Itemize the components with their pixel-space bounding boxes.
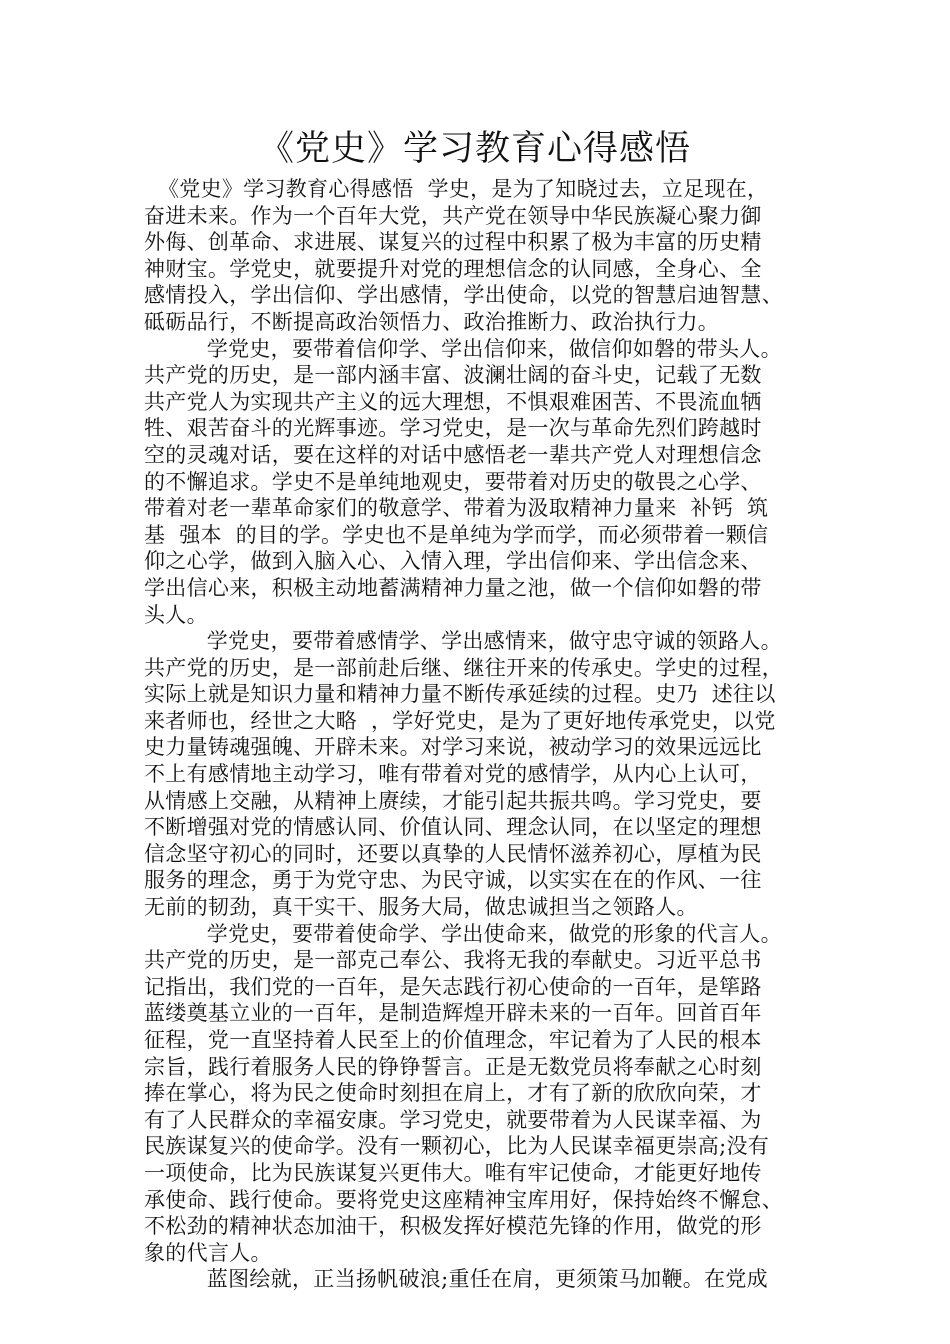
body-line: 捧在掌心，将为民之使命时刻担在肩上，才有了新的欣欣向荣，才: [144, 1081, 762, 1106]
body-line: 史力量铸魂强魄、开辟未来。对学习来说，被动学习的效果远远比: [144, 735, 762, 760]
body-line: 蓝缕奠基立业的一百年，是制造辉煌开辟未来的一百年。回首百年: [144, 1001, 762, 1026]
body-line: 象的代言人。: [144, 1240, 272, 1265]
body-line: 共产党的历史，是一部前赴后继、继往开来的传承史。学史的过程，: [144, 655, 783, 680]
body-line: 头人。: [144, 602, 208, 627]
body-line: 共产党的历史，是一部克己奉公、我将无我的奉献史。习近平总书: [144, 948, 762, 973]
body-line: 有了人民群众的幸福安康。学习党史，就要带着为人民谋幸福、为: [144, 1107, 762, 1132]
body-line: 不上有感情地主动学习，唯有带着对党的感情学，从内心上认可，: [144, 762, 762, 787]
body-line: 记指出，我们党的一百年，是矢志践行初心使命的一百年，是筚路: [144, 974, 762, 999]
body-line: 共产党人为实现共产主义的远大理想，不惧艰难困苦、不畏流血牺: [144, 389, 762, 414]
body-line: 带着对老一辈革命家们的敬意学、带着为汲取精神力量来 补钙 筑: [144, 496, 769, 521]
body-line: 承使命、践行使命。要将党史这座精神宝库用好，保持始终不懈怠、: [144, 1187, 783, 1212]
document-body: [144, 176, 824, 1293]
body-line: 空的灵魂对话，要在这样的对话中感悟老一辈共产党人对理想信念: [144, 442, 762, 467]
body-line: 感情投入，学出信仰、学出感情，学出使命，以党的智慧启迪智慧、: [144, 283, 783, 308]
body-line: 一项使命，比为民族谋复兴更伟大。唯有牢记使命，才能更好地传: [144, 1160, 762, 1185]
body-line: 的不懈追求。学史不是单纯地观史，要带着对历史的敬畏之心学、: [144, 469, 762, 494]
document-title: 《党史》学习教育心得感悟: [258, 129, 691, 169]
body-line: 信念坚守初心的同时，还要以真挚的人民情怀滋养初心，厚植为民: [144, 841, 762, 866]
body-line: 来者师也，经世之大略 ，学好党史，是为了更好地传承党史，以党: [144, 708, 776, 733]
body-line: 牲、艰苦奋斗的光辉事迹。学习党史，是一次与革命先烈们跨越时: [144, 416, 762, 441]
body-line: 从情感上交融，从精神上赓续，才能引起共振共鸣。学习党史，要: [144, 788, 762, 813]
body-line: 服务的理念，勇于为党守忠、为民守诚，以实实在在的作风、一往: [144, 868, 762, 893]
body-line: 学党史，要带着感情学、学出感情来，做守忠守诚的领路人。: [144, 629, 782, 654]
body-line: 实际上就是知识力量和精神力量不断传承延续的过程。史乃 述往以: [144, 682, 776, 707]
body-line: 蓝图绘就，正当扬帆破浪;重任在肩，更须策马加鞭。在党成: [144, 1267, 768, 1292]
body-line: 无前的韧劲，真干实干、服务大局，做忠诚担当之领路人。: [144, 895, 698, 920]
body-line: 神财宝。学党史，就要提升对党的理想信念的认同感，全身心、全: [144, 256, 762, 281]
body-line: 仰之心学，做到入脑入心、入情入理，学出信仰来、学出信念来、: [144, 549, 762, 574]
body-line: 《党史》学习教育心得感悟 学史，是为了知晓过去，立足现在，: [144, 177, 769, 201]
body-line: 不断增强对党的情感认同、价值认同、理念认同，在以坚定的理想: [144, 815, 762, 840]
body-line: 基 强本 的目的学。学史也不是单纯为学而学，而必须带着一颗信: [144, 522, 769, 547]
body-line: 奋进未来。作为一个百年大党，共产党在领导中华民族凝心聚力御: [144, 203, 762, 228]
body-line: 征程，党一直坚持着人民至上的价值理念，牢记着为了人民的根本: [144, 1028, 762, 1052]
body-line: 共产党的历史，是一部内涵丰富、波澜壮阔的奋斗史，记载了无数: [144, 363, 762, 388]
body-line: 学出信心来，积极主动地蓄满精神力量之池，做一个信仰如磐的带: [144, 575, 762, 600]
body-line: 外侮、创革命、求进展、谋复兴的过程中积累了极为丰富的历史精: [144, 230, 762, 255]
body-line: 民族谋复兴的使命学。没有一颗初心，比为人民谋幸福更崇高;没有: [144, 1134, 770, 1159]
body-line: 学党史，要带着使命学、学出使命来，做党的形象的代言人。: [144, 921, 782, 946]
body-line: 砥砺品行，不断提高政治领悟力、政治推断力、政治执行力。: [144, 309, 720, 334]
body-line: 学党史，要带着信仰学、学出信仰来，做信仰如磐的带头人。: [144, 336, 782, 361]
body-line: 宗旨，践行着服务人民的铮铮誓言。正是无数党员将奉献之心时刻: [144, 1054, 762, 1079]
body-line: 不松劲的精神状态加油干，积极发挥好模范先锋的作用，做党的形: [144, 1214, 762, 1239]
